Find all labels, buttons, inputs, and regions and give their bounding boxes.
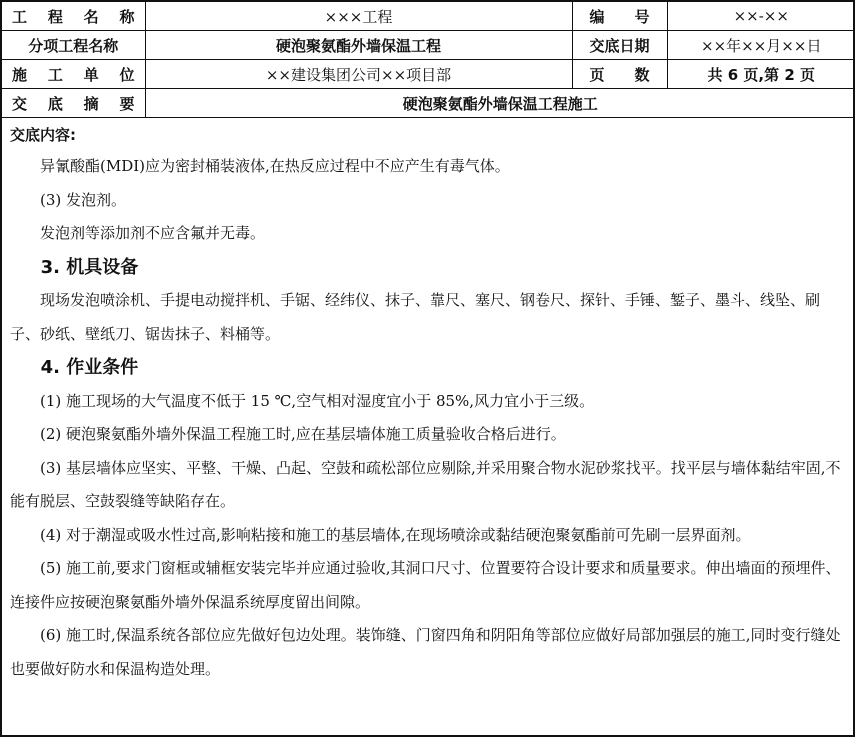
- pages-value: 共 6 页,第 2 页: [667, 60, 855, 89]
- section-4-heading: 4. 作业条件: [40, 357, 139, 378]
- condition-item: (3) 基层墙体应坚实、平整、干燥、凸起、空鼓和疏松部位应剔除,并采用聚合物水泥砂浆找平。找平层与墙体黏结牢固,不能有脱层、空鼓裂缝等缺陷存在。: [10, 458, 841, 510]
- content-line: (3) 发泡剂。: [40, 190, 127, 209]
- contractor-label: 施工单位: [2, 60, 145, 89]
- header-row-project: [2, 2, 855, 31]
- date-value: ××年××月××日: [667, 31, 855, 60]
- contractor-value: ××建设集团公司××项目部: [145, 60, 572, 89]
- project-name-label: 工程名称: [2, 2, 145, 31]
- subproject-name-value: 硬泡聚氨酯外墙保温工程: [145, 31, 572, 60]
- section-3-text: 现场发泡喷涂机、手提电动搅拌机、手锯、经纬仪、抹子、靠尺、塞尺、钢卷尺、探针、手锤、錾子、墨斗、线坠、刷子、砂纸、壁纸刀、锯齿抹子、料桶等。: [10, 291, 821, 343]
- number-value: ××-××: [667, 2, 855, 31]
- content-intro: 交底内容:: [10, 126, 76, 144]
- header-row-subproject: [2, 31, 855, 60]
- summary-label: 交底摘要: [2, 89, 145, 118]
- content-line: 发泡剂等添加剂不应含氟并无毒。: [40, 224, 266, 242]
- content-area: [2, 118, 853, 686]
- project-name-value: ×××工程: [145, 2, 572, 31]
- subproject-name-label: 分项工程名称: [2, 31, 145, 60]
- date-label: 交底日期: [572, 31, 667, 60]
- header-table: [2, 2, 855, 118]
- header-row-contractor: [2, 60, 855, 89]
- content-line: 异氰酸酯(MDI)应为密封桶装液体,在热反应过程中不应产生有毒气体。: [40, 157, 510, 175]
- condition-item: (4) 对于潮湿或吸水性过高,影响粘接和施工的基层墙体,在现场喷涂或黏结硬泡聚氨酯前可先刷一层界面剂。: [40, 525, 751, 544]
- condition-item: (5) 施工前,要求门窗框或辅框安装完毕并应通过验收,其洞口尺寸、位置要符合设计要求和质量要求。伸出墙面的预埋件、连接件应按硬泡聚氨酯外墙外保温系统厚度留出间隙。: [10, 559, 841, 611]
- number-label: 编 号: [572, 2, 667, 31]
- condition-item: (6) 施工时,保温系统各部位应先做好包边处理。装饰缝、门窗四角和阴阳角等部位应做好局部加强层的施工,同时变行缝处也要做好防水和保温构造处理。: [10, 626, 841, 678]
- header-row-summary: [2, 89, 855, 118]
- condition-item: (1) 施工现场的大气温度不低于 15 ℃,空气相对湿度宜小于 85%,风力宜小于三级。: [40, 391, 595, 410]
- summary-value: 硬泡聚氨酯外墙保温工程施工: [145, 89, 855, 118]
- condition-item: (2) 硬泡聚氨酯外墙外保温工程施工时,应在基层墙体施工质量验收合格后进行。: [40, 425, 566, 443]
- section-3-heading: 3. 机具设备: [40, 256, 139, 278]
- pages-label: 页 数: [572, 60, 667, 89]
